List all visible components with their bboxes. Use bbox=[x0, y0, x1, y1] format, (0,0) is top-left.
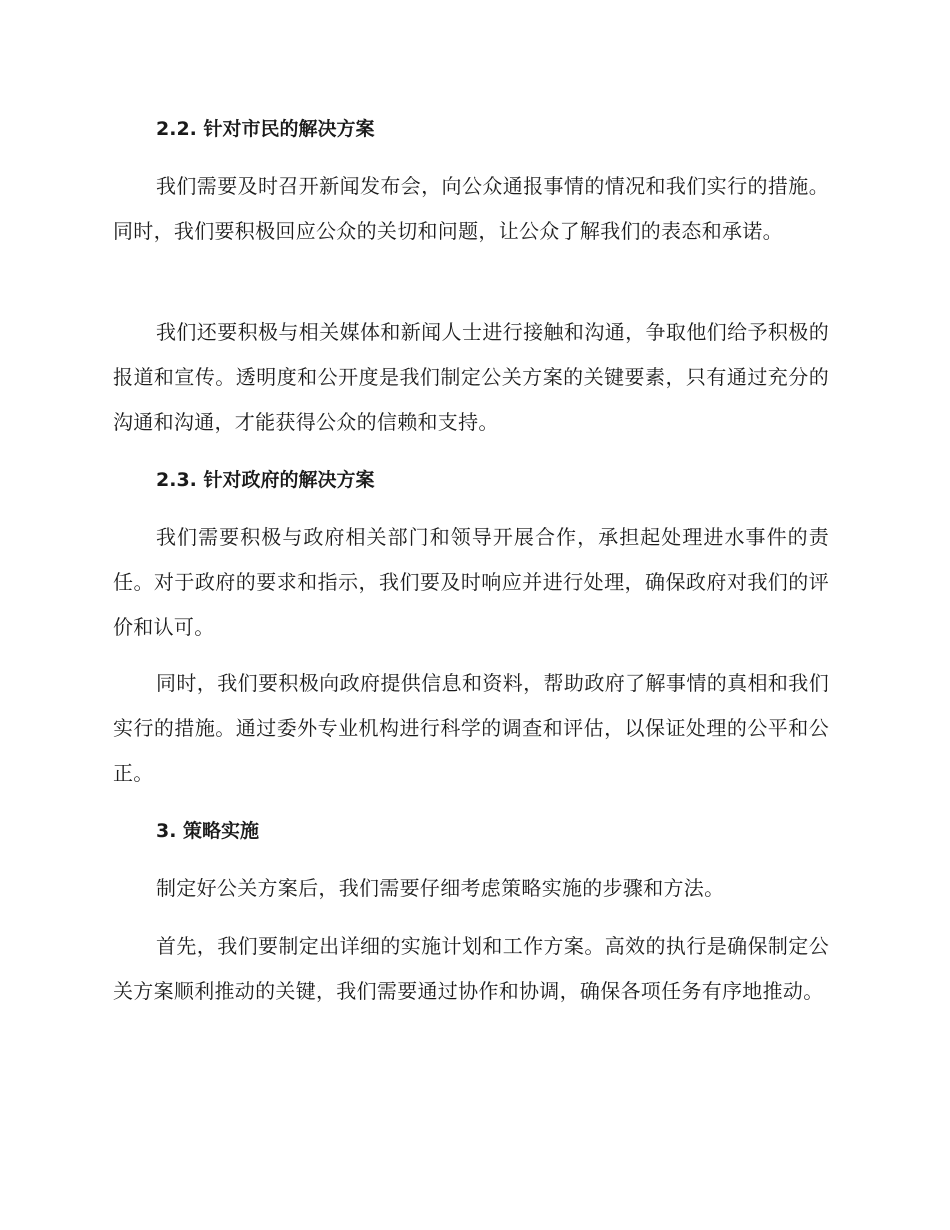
paragraph-citizen-media-communication: 我们还要积极与相关媒体和新闻人士进行接触和沟通，争取他们给予积极的报道和宣传。透明度和公开度是我们制定公关方案的关键要素，只有通过充分的沟通和沟通，才能获得公众的信赖和支持。 bbox=[113, 320, 829, 434]
paragraph-government-information: 同时，我们要积极向政府提供信息和资料，帮助政府了解事情的真相和我们实行的措施。通过委外专业机构进行科学的调查和评估，以保证处理的公平和公正。 bbox=[113, 671, 829, 785]
section-heading-2-2: 2.2. 针对市民的解决方案 bbox=[156, 118, 375, 140]
section-heading-2-3: 2.3. 针对政府的解决方案 bbox=[156, 469, 375, 491]
paragraph-strategy-first-step: 首先，我们要制定出详细的实施计划和工作方案。高效的执行是确保制定公关方案顺利推动的关键，我们需要通过协作和协调，确保各项任务有序地推动。 bbox=[113, 934, 829, 1003]
section-heading-3: 3. 策略实施 bbox=[156, 820, 260, 842]
paragraph-government-cooperation: 我们需要积极与政府相关部门和领导开展合作，承担起处理进水事件的责任。对于政府的要求和指示，我们要及时响应并进行处理，确保政府对我们的评价和认可。 bbox=[113, 525, 829, 639]
paragraph-citizen-press-conference: 我们需要及时召开新闻发布会，向公众通报事情的情况和我们实行的措施。同时，我们要积极回应公众的关切和问题，让公众了解我们的表态和承诺。 bbox=[113, 174, 829, 243]
paragraph-strategy-intro: 制定好公关方案后，我们需要仔细考虑策略实施的步骤和方法。 bbox=[156, 876, 725, 900]
